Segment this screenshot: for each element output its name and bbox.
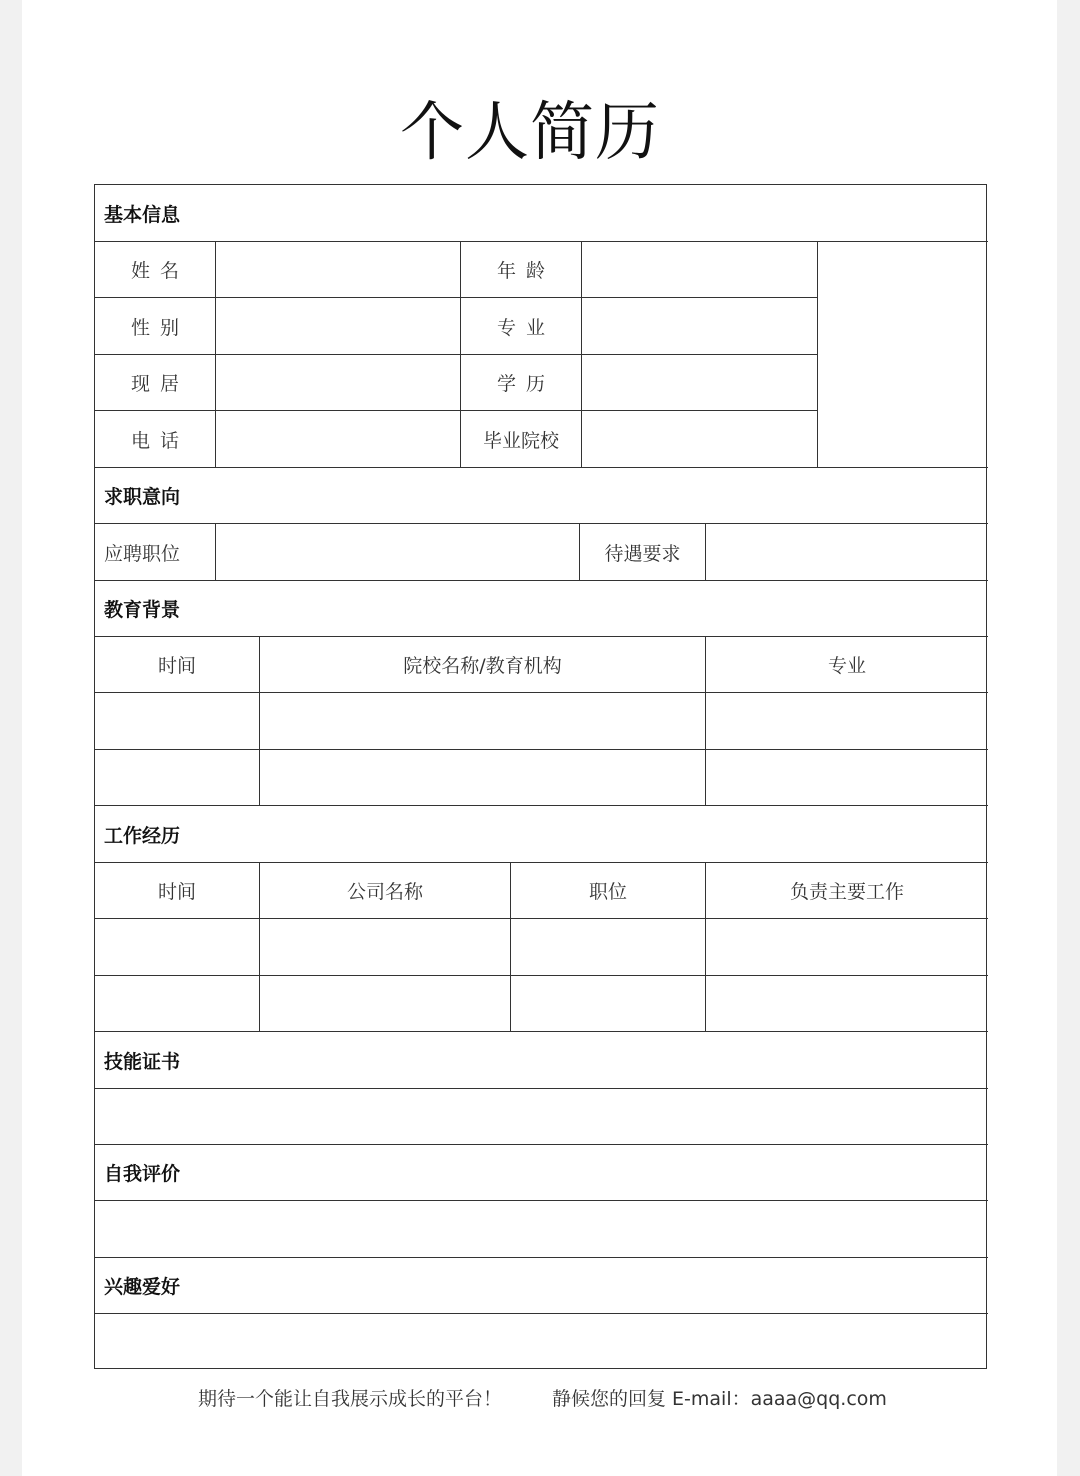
section-work-experience: 工作经历 <box>95 806 988 863</box>
label-gender: 性别 <box>95 298 216 355</box>
page-title: 个人简历 <box>400 96 660 170</box>
resume-form-table <box>94 184 987 1369</box>
edu-cell[interactable] <box>95 693 260 750</box>
section-basic-info: 基本信息 <box>95 185 988 242</box>
field-hobbies[interactable] <box>95 1314 988 1368</box>
section-hobbies: 兴趣爱好 <box>95 1258 988 1314</box>
label-school: 毕业院校 <box>461 411 582 468</box>
work-cell[interactable] <box>706 919 988 976</box>
edu-cell[interactable] <box>95 750 260 806</box>
field-position[interactable] <box>216 524 580 581</box>
edu-header-major: 专业 <box>706 637 988 693</box>
work-cell[interactable] <box>260 919 511 976</box>
field-gender[interactable] <box>216 298 461 355</box>
label-degree: 学历 <box>461 355 582 411</box>
resume-page <box>22 0 1057 1476</box>
edu-header-school: 院校名称/教育机构 <box>260 637 706 693</box>
field-self-evaluation[interactable] <box>95 1201 988 1258</box>
section-skills: 技能证书 <box>95 1032 988 1089</box>
work-header-time: 时间 <box>95 863 260 919</box>
work-cell[interactable] <box>95 976 260 1032</box>
edu-cell[interactable] <box>706 693 988 750</box>
field-residence[interactable] <box>216 355 461 411</box>
field-major[interactable] <box>582 298 818 355</box>
work-cell[interactable] <box>260 976 511 1032</box>
label-age: 年龄 <box>461 242 582 298</box>
field-phone[interactable] <box>216 411 461 468</box>
work-header-title: 职位 <box>511 863 706 919</box>
section-job-intent: 求职意向 <box>95 468 988 524</box>
field-school[interactable] <box>582 411 818 468</box>
edu-cell[interactable] <box>260 750 706 806</box>
work-cell[interactable] <box>706 976 988 1032</box>
field-name[interactable] <box>216 242 461 298</box>
label-position: 应聘职位 <box>95 524 216 581</box>
field-salary[interactable] <box>706 524 988 581</box>
work-cell[interactable] <box>95 919 260 976</box>
work-cell[interactable] <box>511 919 706 976</box>
footer-slogan: 期待一个能让自我展示成长的平台！ <box>198 1388 503 1410</box>
section-education: 教育背景 <box>95 581 988 637</box>
work-header-company: 公司名称 <box>260 863 511 919</box>
field-age[interactable] <box>582 242 818 298</box>
work-header-duties: 负责主要工作 <box>706 863 988 919</box>
label-name: 姓名 <box>95 242 216 298</box>
edu-header-time: 时间 <box>95 637 260 693</box>
photo-slot[interactable] <box>818 242 988 468</box>
label-residence: 现居 <box>95 355 216 411</box>
field-degree[interactable] <box>582 355 818 411</box>
work-cell[interactable] <box>511 976 706 1032</box>
footer <box>22 1384 1057 1414</box>
label-phone: 电话 <box>95 411 216 468</box>
section-self-evaluation: 自我评价 <box>95 1145 988 1201</box>
edu-cell[interactable] <box>260 693 706 750</box>
footer-contact: 静候您的回复 E-mail：aaaa@qq.com <box>552 1388 887 1410</box>
label-major: 专业 <box>461 298 582 355</box>
label-salary: 待遇要求 <box>580 524 706 581</box>
field-skills[interactable] <box>95 1089 988 1145</box>
edu-cell[interactable] <box>706 750 988 806</box>
